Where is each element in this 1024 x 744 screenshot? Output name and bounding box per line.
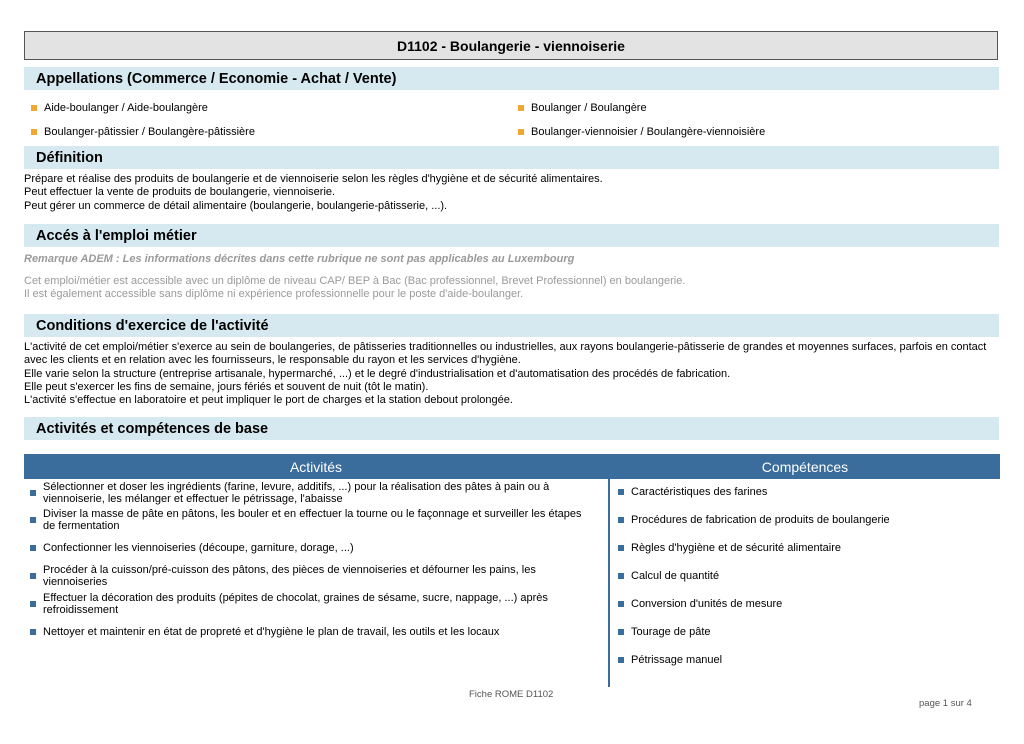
activite-label: Confectionner les viennoiseries (découpe, garniture, dorage, ...) <box>43 541 354 554</box>
competence-label: Tourage de pâte <box>631 625 711 638</box>
column-divider <box>608 454 610 687</box>
page-number: page 1 sur 4 <box>919 698 972 709</box>
bullet-icon <box>618 517 624 523</box>
competence-label: Procédures de fabrication de produits de boulangerie <box>631 513 890 526</box>
conditions-text <box>24 341 1002 407</box>
bullet-icon <box>30 490 36 496</box>
definition-line: Peut gérer un commerce de détail alimentaire (boulangerie, boulangerie-pâtisserie, ...). <box>24 199 448 212</box>
appellation-label: Boulanger-viennoisier / Boulangère-viennoisière <box>531 126 766 138</box>
activite-row <box>24 563 584 589</box>
competence-row <box>612 647 998 673</box>
section-heading-appellations: Appellations (Commerce / Economie - Achat / Vente) <box>24 67 999 90</box>
conditions-line: L'activité s'effectue en laboratoire et peut impliquer le port de charges et la station debout prolongée. <box>24 394 513 407</box>
bullet-icon <box>31 129 37 135</box>
appellation-label: Boulanger / Boulangère <box>531 102 647 114</box>
conditions-line: avec les clients et en relation avec les fournisseurs, le responsable du rayon et les services d'hygiène. <box>24 354 521 367</box>
section-heading-definition: Définition <box>24 146 999 169</box>
appellation-item <box>511 102 647 114</box>
bullet-icon <box>618 545 624 551</box>
bullet-icon <box>518 105 524 111</box>
conditions-line: Elle peut s'exercer les fins de semaine, jours fériés et souvent de nuit (tôt le matin). <box>24 380 429 393</box>
competence-label: Calcul de quantité <box>631 569 720 582</box>
footer-fiche-label: Fiche ROME D1102 <box>469 689 554 700</box>
activite-row <box>24 619 584 645</box>
conditions-line: Elle varie selon la structure (entreprise artisanale, hypermarché, ...) et le degré d'industrialisation et d'automatisation des procédés de fabrication. <box>24 367 731 380</box>
competence-row <box>612 619 998 645</box>
page-title: D1102 - Boulangerie - viennoiserie <box>24 31 998 60</box>
activite-label: Effectuer la décoration des produits (pépites de chocolat, graines de sésame, sucre, nappage, ...) après refroidissement <box>43 591 548 616</box>
activite-row <box>24 480 584 506</box>
bullet-icon <box>30 517 36 523</box>
competence-row <box>612 563 998 589</box>
appellation-item <box>24 126 255 138</box>
competence-label: Caractéristiques des farines <box>631 485 768 498</box>
section-heading-competences: Activités et compétences de base <box>24 417 999 440</box>
bullet-icon <box>518 129 524 135</box>
bullet-icon <box>30 601 36 607</box>
bullet-icon <box>30 573 36 579</box>
bullet-icon <box>618 573 624 579</box>
bullet-icon <box>618 601 624 607</box>
column-header-activites: Activités <box>24 454 608 479</box>
bullet-icon <box>618 657 624 663</box>
bullet-icon <box>31 105 37 111</box>
activite-row <box>24 507 584 533</box>
activite-row <box>24 591 584 617</box>
competence-row <box>612 591 998 617</box>
activite-label: Diviser la masse de pâte en pâtons, les bouler et en effectuer la tourne ou le façonnage et surveiller les étapes de fermentation <box>43 507 582 532</box>
activite-label: Nettoyer et maintenir en état de propreté et d'hygiène le plan de travail, les outils et les locaux <box>43 625 500 638</box>
appellation-label: Aide-boulanger / Aide-boulangère <box>44 102 208 114</box>
definition-line: Peut effectuer la vente de produits de boulangerie, viennoiserie. <box>24 186 336 199</box>
competence-label: Conversion d'unités de mesure <box>631 597 783 610</box>
competence-row <box>612 507 998 533</box>
appellation-item <box>511 126 765 138</box>
section-heading-conditions: Conditions d'exercice de l'activité <box>24 314 999 337</box>
acces-remark: Remarque ADEM : Les informations décrites dans cette rubrique ne sont pas applicables au Luxembourg <box>24 253 575 265</box>
competence-label: Pétrissage manuel <box>631 653 723 666</box>
activite-label: Procéder à la cuisson/pré-cuisson des pâtons, des pièces de viennoiseries et défourner les pains, les viennoiseries <box>43 563 536 588</box>
conditions-line: L'activité de cet emploi/métier s'exerce au sein de boulangeries, de pâtisseries traditionnelles ou industrielles, aux rayons boulangerie-pâtisserie de grandes et moyennes surfaces, parfois en contact <box>24 341 987 353</box>
acces-line: Il est également accessible sans diplôme ni expérience professionnelle pour le poste d'aide-boulanger. <box>24 288 524 301</box>
bullet-icon <box>30 545 36 551</box>
column-header-competences: Compétences <box>610 454 1000 479</box>
appellation-item <box>24 102 208 114</box>
appellation-label: Boulanger-pâtissier / Boulangère-pâtissière <box>44 126 255 138</box>
competence-row <box>612 479 998 505</box>
activite-label: Sélectionner et doser les ingrédients (farine, levure, additifs, ...) pour la réalisation des pâtes à pain ou à viennoiserie, les mélanger et effectuer le pétrissage, l'abaisse <box>43 480 550 505</box>
section-heading-acces: Accés à l'emploi métier <box>24 224 999 247</box>
definition-line: Prépare et réalise des produits de boulangerie et de viennoiserie selon les règles d'hygiène et de sécurité alimentaires. <box>24 173 603 185</box>
competence-label: Règles d'hygiène et de sécurité alimentaire <box>631 541 841 554</box>
acces-line: Cet emploi/métier est accessible avec un diplôme de niveau CAP/ BEP à Bac (Bac professionnel, Brevet Professionnel) en boulangerie. <box>24 275 686 287</box>
acces-text <box>24 275 1002 302</box>
activite-row <box>24 535 584 561</box>
bullet-icon <box>618 629 624 635</box>
bullet-icon <box>618 489 624 495</box>
bullet-icon <box>30 629 36 635</box>
competence-row <box>612 535 998 561</box>
definition-text <box>24 173 1002 213</box>
